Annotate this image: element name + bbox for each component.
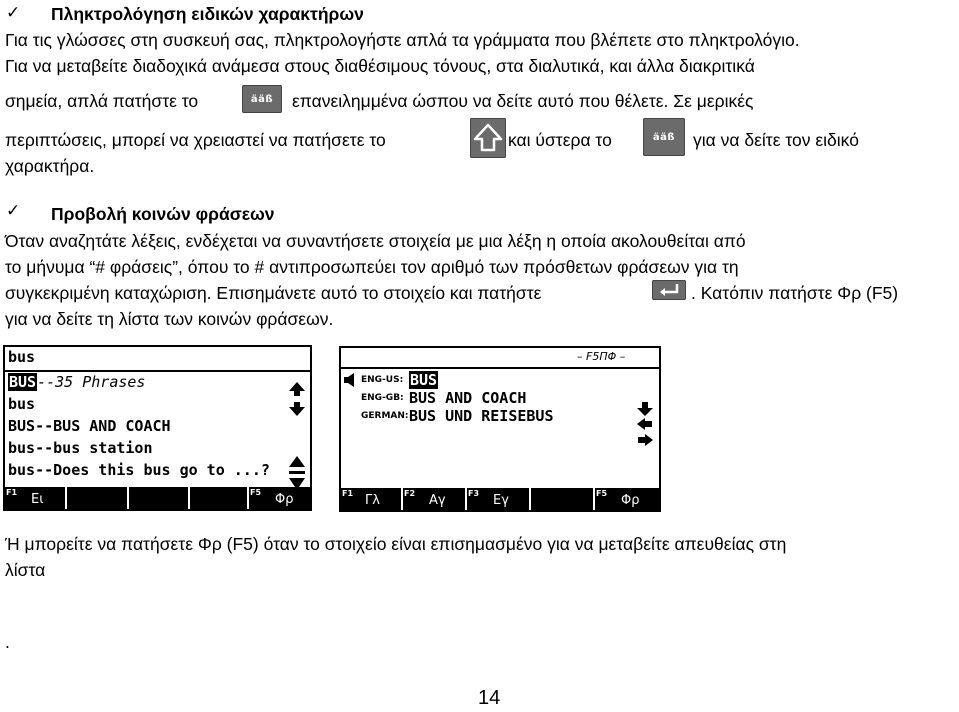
screen-header: – F5ΠΦ – xyxy=(577,350,626,363)
section-title: Πληκτρολόγηση ειδικών χαρακτήρων xyxy=(51,4,364,24)
f3-key[interactable] xyxy=(467,488,529,510)
paragraph-line: Για τις γλώσσες στη συσκευή σας, πληκτρολογήστε απλά τα γράμματα που βλέπετε στο πληκτρολόγιο. xyxy=(5,30,800,50)
shift-arrow-icon xyxy=(470,118,506,158)
list-item[interactable]: bus--bus station xyxy=(8,439,153,457)
paragraph-line: και ύστερα το xyxy=(508,130,612,150)
list-item[interactable]: bus--Does this bus go to ...? xyxy=(8,461,270,479)
f5-key[interactable] xyxy=(595,488,659,510)
paragraph-line: επανειλημμένα ώσπου να δείτε αυτό που θέλετε. Σε μερικές xyxy=(292,91,754,111)
function-key-bar xyxy=(341,488,659,510)
f1-key[interactable] xyxy=(341,488,401,510)
paragraph-line: για να δείτε τη λίστα των κοινών φράσεων. xyxy=(5,309,334,329)
device-screen-phrase xyxy=(339,346,661,512)
phrase-count: --35 Phrases xyxy=(37,373,146,391)
translation-item[interactable]: BUS UND REISEBUS xyxy=(409,407,554,425)
enter-arrow-icon xyxy=(652,280,686,300)
page-number: 14 xyxy=(478,687,501,709)
navigation-arrows-icon[interactable] xyxy=(637,402,653,454)
function-key-bar xyxy=(5,487,310,509)
device-screen-search xyxy=(3,345,312,511)
translation-item[interactable]: BUS AND COACH xyxy=(409,389,527,407)
highlighted-word: BUS xyxy=(9,373,37,391)
divider xyxy=(127,487,129,509)
check-mark: ✓ xyxy=(6,201,21,220)
list-item[interactable] xyxy=(8,373,145,391)
key-label: Φρ xyxy=(275,492,294,507)
scroll-up-down-icon[interactable] xyxy=(288,381,306,417)
paragraph-line: χαρακτήρα. xyxy=(5,156,95,176)
paragraph-line: περιπτώσεις, μπορεί να χρειαστεί να πατήσετε το xyxy=(5,130,386,150)
search-input[interactable]: bus xyxy=(8,348,36,366)
key-label: Ει xyxy=(31,492,44,507)
paragraph-line: σημεία, απλά πατήστε το xyxy=(5,91,199,111)
key-label: Αγ xyxy=(429,493,446,508)
f2-key[interactable] xyxy=(403,488,465,510)
divider xyxy=(529,488,531,510)
key-label: Γλ xyxy=(365,493,380,508)
paragraph-line: Ή μπορείτε να πατήσετε Φρ (F5) όταν το στοιχείο είναι επισημασμένο για να μεταβείτε απευθείας στη xyxy=(5,534,787,554)
key-number: F2 xyxy=(404,489,416,498)
section-title: Προβολή κοινών φράσεων xyxy=(51,204,275,224)
paragraph-line: λίστα xyxy=(5,560,46,580)
key-number: F5 xyxy=(250,488,262,497)
key-label: ääß xyxy=(652,131,676,143)
language-label: ENG-US: xyxy=(361,375,404,385)
key-label: ääß xyxy=(250,93,274,105)
paragraph-line: . Κατόπιν πατήστε Φρ (F5) xyxy=(691,283,899,303)
paragraph-line: για να δείτε τον ειδικό xyxy=(693,130,859,150)
paragraph-line: Για να μεταβείτε διαδοχικά ανάμεσα στους διαθέσιμους τόνους, στα διαλυτικά, και άλλα διακριτικά xyxy=(5,56,755,76)
paragraph-line: συγκεκριμένη καταχώριση. Επισημάνετε αυτό το στοιχείο και πατήστε xyxy=(5,283,542,303)
paragraph-line: Όταν αναζητάτε λέξεις, ενδέχεται να συναντήσετε στοιχεία με μια λέξη η οποία ακολουθείται από xyxy=(5,231,746,251)
divider xyxy=(65,487,67,509)
paragraph-dot: . xyxy=(5,632,10,652)
key-number: F1 xyxy=(342,489,354,498)
list-item[interactable]: bus xyxy=(8,395,36,413)
accent-key-icon xyxy=(242,85,282,113)
divider xyxy=(188,487,190,509)
check-mark: ✓ xyxy=(6,3,21,22)
key-number: F1 xyxy=(6,488,18,497)
divider xyxy=(5,370,310,372)
highlighted-word: BUS xyxy=(410,371,438,389)
enter-key-icon xyxy=(652,280,686,300)
language-label: ENG-GB: xyxy=(361,393,404,403)
key-label: Φρ xyxy=(621,493,640,508)
f5-key[interactable] xyxy=(249,487,310,509)
key-label: Εγ xyxy=(493,493,509,508)
key-number: F5 xyxy=(596,489,608,498)
language-label: GERMAN: xyxy=(361,411,409,421)
f1-key[interactable] xyxy=(5,487,65,509)
shift-key-icon xyxy=(470,118,506,158)
paragraph-line: το μήνυμα “# φράσεις”, όπου το # αντιπροσωπεύει τον αριθμό των πρόσθετων φράσεων για τη xyxy=(5,257,739,277)
key-number: F3 xyxy=(468,489,480,498)
speaker-icon[interactable] xyxy=(343,373,357,387)
list-item[interactable]: BUS--BUS AND COACH xyxy=(8,417,171,435)
page-up-down-icon[interactable] xyxy=(288,455,306,491)
divider xyxy=(341,367,659,369)
accent-key-icon xyxy=(643,118,685,156)
translation-item[interactable] xyxy=(409,371,438,389)
